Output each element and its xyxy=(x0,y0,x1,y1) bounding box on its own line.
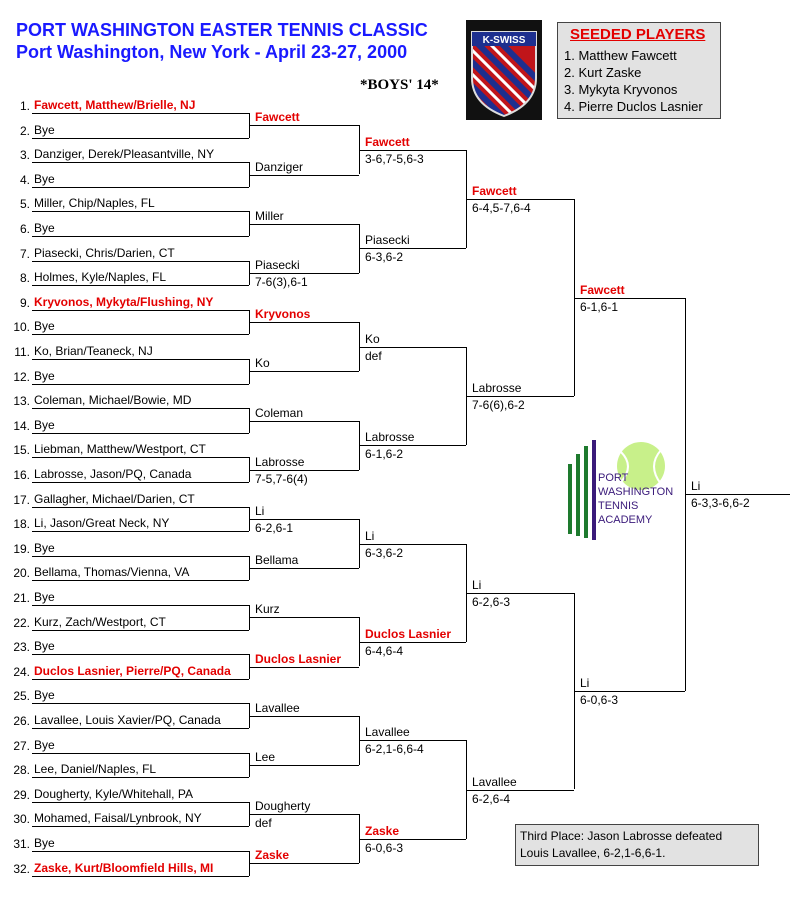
draw-position-number: 13. xyxy=(13,394,30,409)
bracket-line xyxy=(32,457,249,458)
bracket-line xyxy=(574,298,685,299)
draw-player-name: Lee, Daniel/Naples, FL xyxy=(34,762,157,777)
bracket-line xyxy=(32,851,249,852)
bracket-line xyxy=(32,507,249,508)
bracket-line xyxy=(32,384,249,385)
match-score: 7-6(3),6-1 xyxy=(255,274,308,289)
match-winner: Labrosse xyxy=(472,380,522,395)
bracket-line xyxy=(249,863,359,864)
bracket-line xyxy=(32,876,249,877)
draw-player-name: Bye xyxy=(34,590,55,604)
bracket-line xyxy=(466,199,574,200)
draw-position-number: 3. xyxy=(19,148,30,163)
bracket-line xyxy=(359,445,466,446)
draw-player-name: Dougherty, Kyle/Whitehall, PA xyxy=(34,786,193,801)
bracket-line xyxy=(685,494,790,495)
match-winner: Fawcett xyxy=(472,184,517,199)
bracket-line xyxy=(32,777,249,778)
match-score: 6-1,6-2 xyxy=(365,447,404,462)
match-score: 7-6(6),6-2 xyxy=(472,397,525,412)
match-score: def xyxy=(365,348,382,363)
draw-position-number: 12. xyxy=(13,369,30,384)
draw-position-number: 30. xyxy=(13,812,30,827)
match-score: 6-3,3-6,6-2 xyxy=(691,496,750,511)
draw-player-name: Bellama, Thomas/Vienna, VA xyxy=(34,565,190,580)
draw-position-number: 29. xyxy=(13,787,30,802)
match-winner: Li xyxy=(365,528,375,543)
bracket-line xyxy=(249,568,359,569)
bracket-line xyxy=(359,740,466,741)
bracket-line xyxy=(32,187,249,188)
draw-position-number: 2. xyxy=(19,123,30,138)
draw-player-name: Gallagher, Michael/Darien, CT xyxy=(34,491,195,506)
draw-player-name: Kryvonos, Mykyta/Flushing, NY xyxy=(34,294,214,309)
match-winner: Kurz xyxy=(255,602,280,617)
match-winner: Labrosse xyxy=(255,454,305,469)
draw-position-number: 16. xyxy=(13,468,30,482)
bracket-line xyxy=(249,716,359,717)
draw-position-number: 8. xyxy=(19,271,30,286)
bracket-line xyxy=(249,175,359,176)
match-winner: Li xyxy=(255,503,265,518)
match-score: 6-0,6-3 xyxy=(365,840,404,855)
draw-position-number: 24. xyxy=(13,664,30,679)
draw-position-number: 32. xyxy=(13,861,30,876)
match-winner: Ko xyxy=(255,356,270,371)
draw-player-name: Lavallee, Louis Xavier/PQ, Canada xyxy=(34,713,221,727)
draw-position-number: 20. xyxy=(13,566,30,581)
bracket-line xyxy=(32,482,249,483)
bracket-line xyxy=(32,285,249,286)
match-score: 6-0,6-3 xyxy=(580,693,619,708)
match-winner: Lavallee xyxy=(255,700,300,715)
match-score: def xyxy=(255,816,272,831)
bracket-line xyxy=(32,654,249,655)
match-score: 6-3,6-2 xyxy=(365,545,404,560)
draw-player-name: Zaske, Kurt/Bloomfield Hills, MI xyxy=(34,860,214,875)
bracket-line xyxy=(359,248,466,249)
match-winner: Zaske xyxy=(255,848,290,863)
draw-player-name: Bye xyxy=(34,171,55,186)
bracket-line xyxy=(249,224,359,225)
draw-player-name: Duclos Lasnier, Pierre/PQ, Canada xyxy=(34,663,231,678)
draw-position-number: 4. xyxy=(19,172,30,187)
match-winner: Fawcett xyxy=(580,282,625,297)
match-winner: Miller xyxy=(255,208,284,223)
match-winner: Kryvonos xyxy=(255,307,311,322)
match-score: 6-2,6-3 xyxy=(472,594,511,609)
division-label: *BOYS' 14* xyxy=(360,77,439,93)
bracket-line xyxy=(249,371,359,372)
match-winner: Fawcett xyxy=(255,110,300,125)
draw-player-name: Bye xyxy=(34,319,55,334)
draw-player-name: Li, Jason/Great Neck, NY xyxy=(34,516,170,531)
bracket-line xyxy=(32,211,249,212)
draw-position-number: 28. xyxy=(13,763,30,778)
draw-player-name: Danziger, Derek/Pleasantville, NY xyxy=(34,147,215,162)
bracket-line xyxy=(359,347,466,348)
bracket-line xyxy=(249,765,359,766)
bracket-line xyxy=(32,113,249,114)
match-score: 7-5,7-6(4) xyxy=(255,471,308,486)
event-subtitle: Port Washington, New York - April 23-27, 2000 xyxy=(16,42,408,62)
bracket-line xyxy=(249,814,359,815)
bracket-line xyxy=(466,790,574,791)
match-winner: Lavallee xyxy=(365,725,410,740)
k-swiss-shield-logo xyxy=(466,20,542,120)
draw-player-name: Coleman, Michael/Bowie, MD xyxy=(34,393,192,408)
bracket-line xyxy=(32,162,249,163)
third-place-box xyxy=(515,824,759,866)
draw-player-name: Bye xyxy=(34,688,55,703)
draw-position-number: 14. xyxy=(13,418,30,433)
draw-position-number: 18. xyxy=(13,517,30,532)
match-winner: Fawcett xyxy=(365,134,410,149)
draw-player-name: Miller, Chip/Naples, FL xyxy=(34,196,155,211)
bracket-line xyxy=(32,261,249,262)
bracket-line xyxy=(249,519,359,520)
bracket-line xyxy=(32,556,249,557)
bracket-line xyxy=(249,667,359,668)
match-winner: Duclos Lasnier xyxy=(365,626,452,641)
bracket-line xyxy=(32,433,249,434)
match-winner: Labrosse xyxy=(365,430,415,445)
bracket-line xyxy=(32,802,249,803)
bracket-line xyxy=(32,310,249,311)
bracket-line xyxy=(574,691,685,692)
match-winner: Li xyxy=(691,479,701,494)
academy-line1: PORT xyxy=(598,472,629,484)
bracket-line xyxy=(249,273,359,274)
bracket-line xyxy=(466,593,574,594)
bracket-line xyxy=(32,753,249,754)
bracket-line xyxy=(359,544,466,545)
match-score: 6-4,6-4 xyxy=(365,643,404,658)
match-winner: Danziger xyxy=(255,159,304,174)
match-winner: Bellama xyxy=(255,553,299,568)
seeded-players-title: SEEDED PLAYERS xyxy=(570,26,706,43)
seeded-player: 1. Matthew Fawcett xyxy=(564,48,677,63)
draw-player-name: Bye xyxy=(34,639,55,654)
draw-player-name: Kurz, Zach/Westport, CT xyxy=(34,614,166,629)
third-place-line1: Third Place: Jason Labrosse defeated xyxy=(520,829,723,843)
match-winner: Li xyxy=(472,577,482,592)
match-score: 6-1,6-1 xyxy=(580,299,619,314)
bracket-line xyxy=(32,630,249,631)
seeded-player: 3. Mykyta Kryvonos xyxy=(564,82,678,97)
tennis-academy-logo xyxy=(563,440,683,540)
draw-player-name: Labrosse, Jason/PQ, Canada xyxy=(34,467,192,481)
draw-position-number: 17. xyxy=(13,492,30,507)
draw-player-name: Bye xyxy=(34,417,55,432)
bracket-line xyxy=(32,605,249,606)
bracket-line xyxy=(249,421,359,422)
draw-player-name: Bye xyxy=(34,368,55,383)
draw-player-name: Fawcett, Matthew/Brielle, NJ xyxy=(34,98,196,112)
bracket-line xyxy=(32,531,249,532)
bracket-line xyxy=(249,470,359,471)
draw-position-number: 15. xyxy=(13,443,30,458)
match-winner: Zaske xyxy=(365,823,400,838)
draw-position-number: 9. xyxy=(19,295,30,310)
draw-player-name: Mohamed, Faisal/Lynbrook, NY xyxy=(34,811,202,826)
draw-position-number: 27. xyxy=(13,738,30,753)
match-winner: Ko xyxy=(365,331,380,346)
draw-player-name: Holmes, Kyle/Naples, FL xyxy=(34,270,167,285)
bracket-line xyxy=(249,322,359,323)
draw-player-name: Bye xyxy=(34,836,55,850)
match-winner: Coleman xyxy=(255,405,304,420)
seeded-players-box xyxy=(557,22,721,119)
match-score: 6-2,6-4 xyxy=(472,791,511,806)
bracket-line xyxy=(359,642,466,643)
bracket-line xyxy=(32,359,249,360)
draw-player-name: Bye xyxy=(34,221,55,235)
draw-position-number: 10. xyxy=(13,320,30,335)
seeded-player: 4. Pierre Duclos Lasnier xyxy=(564,99,703,114)
match-winner: Li xyxy=(580,676,590,691)
third-place-line2: Louis Lavallee, 6-2,1-6,6-1. xyxy=(520,846,666,860)
bracket-line xyxy=(32,138,249,139)
logo-text: K-SWISS xyxy=(482,35,526,46)
draw-player-name: Bye xyxy=(34,122,55,137)
draw-player-name: Ko, Brian/Teaneck, NJ xyxy=(34,344,153,358)
draw-position-number: 25. xyxy=(13,689,30,704)
draw-position-number: 1. xyxy=(19,99,30,113)
bracket-line xyxy=(359,839,466,840)
match-winner: Duclos Lasnier xyxy=(255,651,342,666)
bracket-line xyxy=(32,679,249,680)
bracket-line xyxy=(249,125,359,126)
bracket-line xyxy=(32,826,249,827)
draw-position-number: 5. xyxy=(19,197,30,212)
bracket-line xyxy=(32,580,249,581)
draw-position-number: 31. xyxy=(13,837,30,851)
bracket-line xyxy=(32,236,249,237)
draw-position-number: 23. xyxy=(13,640,30,655)
match-winner: Dougherty xyxy=(255,799,311,814)
draw-player-name: Bye xyxy=(34,540,55,555)
match-score: 6-3,6-2 xyxy=(365,250,404,265)
match-score: 6-4,5-7,6-4 xyxy=(472,201,531,216)
draw-position-number: 7. xyxy=(19,246,30,261)
draw-player-name: Bye xyxy=(34,737,55,752)
draw-player-name: Liebman, Matthew/Westport, CT xyxy=(34,442,206,457)
draw-player-name: Piasecki, Chris/Darien, CT xyxy=(34,245,175,260)
draw-position-number: 6. xyxy=(19,222,30,236)
draw-position-number: 19. xyxy=(13,541,30,556)
bracket-line xyxy=(32,703,249,704)
match-score: 3-6,7-5,6-3 xyxy=(365,151,424,166)
match-winner: Lavallee xyxy=(472,774,517,789)
bracket-line xyxy=(32,408,249,409)
draw-position-number: 21. xyxy=(13,591,30,605)
bracket-line xyxy=(359,150,466,151)
academy-line4: ACADEMY xyxy=(598,514,653,526)
academy-line3: TENNIS xyxy=(598,500,639,512)
event-title: PORT WASHINGTON EASTER TENNIS CLASSIC xyxy=(16,20,428,40)
match-score: 6-2,1-6,6-4 xyxy=(365,742,424,757)
bracket-line xyxy=(32,728,249,729)
match-winner: Piasecki xyxy=(255,257,300,272)
bracket-line xyxy=(249,617,359,618)
bracket-line xyxy=(32,334,249,335)
draw-position-number: 22. xyxy=(13,615,30,630)
match-winner: Piasecki xyxy=(365,233,410,248)
match-winner: Lee xyxy=(255,749,276,764)
academy-line2: WASHINGTON xyxy=(598,486,674,498)
draw-position-number: 26. xyxy=(13,714,30,728)
match-score: 6-2,6-1 xyxy=(255,520,294,535)
seeded-player: 2. Kurt Zaske xyxy=(564,65,642,80)
bracket-line xyxy=(466,396,574,397)
draw-position-number: 11. xyxy=(14,345,30,359)
